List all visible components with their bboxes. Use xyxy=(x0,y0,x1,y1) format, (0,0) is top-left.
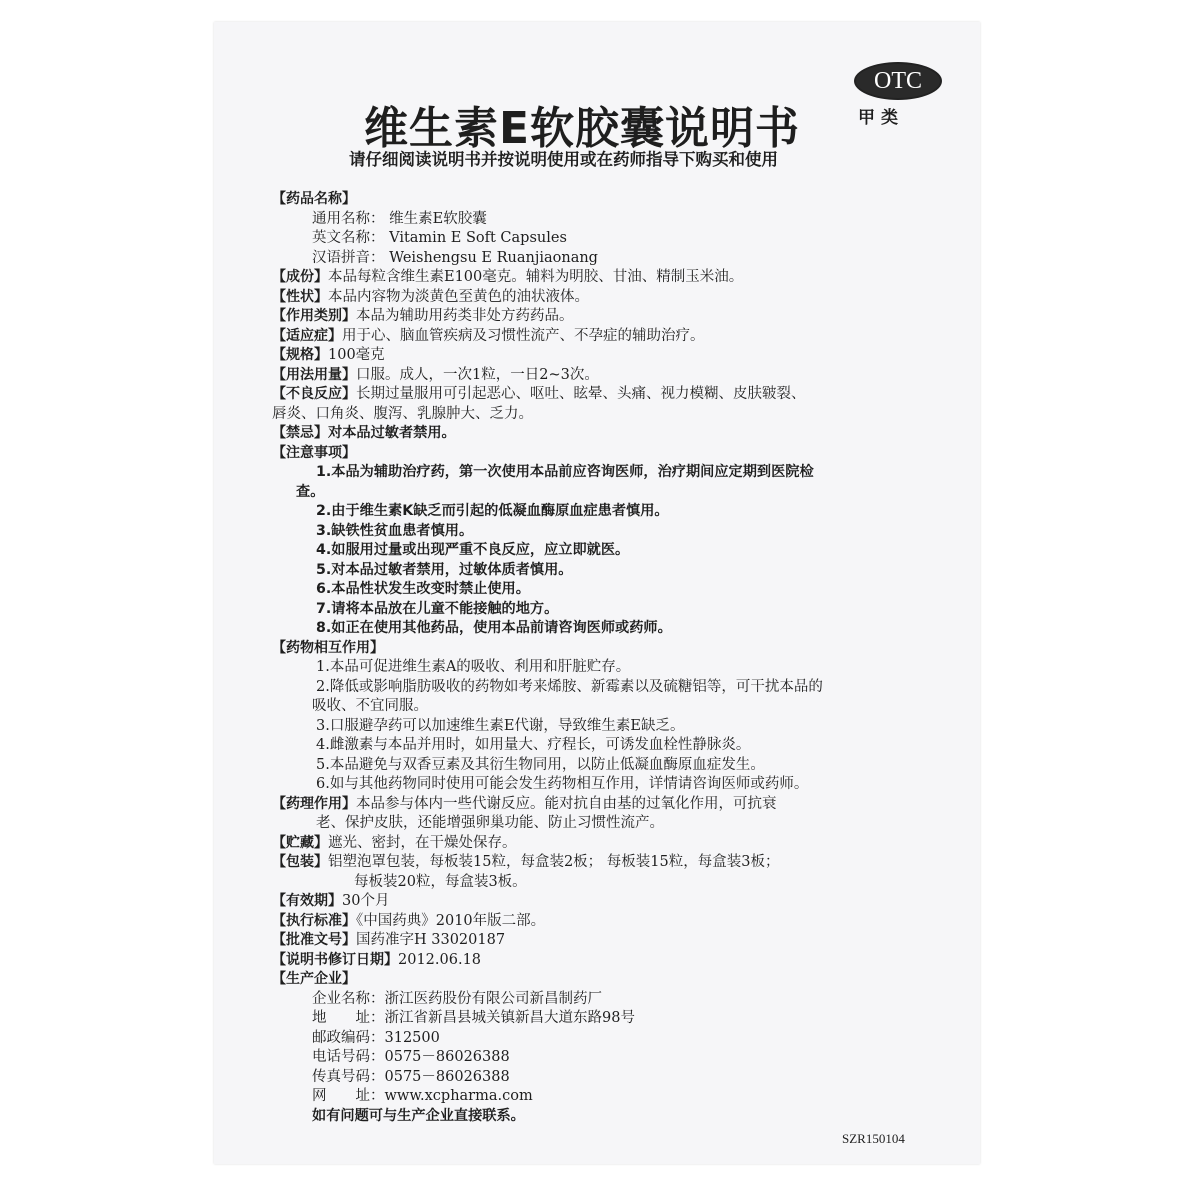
section-properties xyxy=(272,288,944,308)
otc-class-label: 甲类 xyxy=(858,108,904,128)
otc-badge: OTC xyxy=(854,62,942,100)
section-heading: 【注意事项】 xyxy=(272,444,356,461)
section-text: 口服。成人，一次1粒，一日2~3次。 xyxy=(356,366,599,383)
section-pharmacology xyxy=(272,795,944,815)
section-heading: 【作用类别】 xyxy=(272,308,356,324)
section-text: 本品参与体内一些代谢反应。能对抗自由基的过氧化作用，可抗衰 xyxy=(356,795,777,812)
precaution-item: 8.如正在使用其他药品，使用本品前请咨询医师或药师。 xyxy=(316,620,672,636)
section-heading: 【执行标准】 xyxy=(272,912,356,929)
precaution-item: 2.由于维生素K缺乏而引起的低凝血酶原血症患者慎用。 xyxy=(316,503,669,519)
section-heading: 【性状】 xyxy=(272,288,328,305)
section-heading: 【用法用量】 xyxy=(272,366,356,383)
document-subtitle: 请仔细阅读说明书并按说明使用或在药师指导下购买和使用 xyxy=(349,150,778,169)
pinyin-name: 汉语拼音： Weishengsu E Ruanjiaonang xyxy=(312,249,598,266)
section-package xyxy=(272,853,944,873)
interaction-item: 5.本品避免与双香豆素及其衍生物同用，以防止低凝血酶原血症发生。 xyxy=(316,756,765,773)
section-heading: 【生产企业】 xyxy=(272,971,356,987)
section-heading: 【不良反应】 xyxy=(272,386,356,402)
english-name: 英文名称： Vitamin E Soft Capsules xyxy=(312,230,567,246)
section-heading: 【有效期】 xyxy=(272,893,342,909)
manufacturer-postcode: 邮政编码：312500 xyxy=(312,1029,440,1046)
section-indications xyxy=(272,327,944,347)
section-text: 100毫克 xyxy=(328,347,385,363)
section-contraindications xyxy=(272,424,944,444)
pharmacology-continued: 老、保护皮肤，还能增强卵巢功能、防止习惯性流产。 xyxy=(316,815,664,831)
section-text: 本品为辅助用药类非处方药药品。 xyxy=(356,308,574,324)
precaution-item: 4.如服用过量或出现严重不良反应，应立即就医。 xyxy=(316,542,630,558)
interaction-item: 4.雌激素与本品并用时，如用量大、疗程长，可诱发血栓性静脉炎。 xyxy=(316,737,751,753)
interaction-item: 2.降低或影响脂肪吸收的药物如考来烯胺、新霉素以及硫糖铝等，可干扰本品的 xyxy=(316,678,823,695)
manufacturer-phone: 电话号码：0575－86026388 xyxy=(312,1049,510,1065)
leaflet-content xyxy=(272,190,944,1126)
precaution-item: 7.请将本品放在儿童不能接触的地方。 xyxy=(316,600,559,617)
section-heading: 【包装】 xyxy=(272,854,328,870)
manufacturer-contact-note: 如有问题可与生产企业直接联系。 xyxy=(312,1107,525,1124)
section-adverse xyxy=(272,385,944,405)
manufacturer-fax: 传真号码：0575－86026388 xyxy=(312,1068,510,1085)
section-heading: 【批准文号】 xyxy=(272,932,356,948)
section-standard xyxy=(272,912,944,932)
precaution-item: 1.本品为辅助治疗药，第一次使用本品前应咨询医师，治疗期间应定期到医院检 xyxy=(316,464,814,480)
section-heading: 【成份】 xyxy=(272,269,328,285)
section-interactions xyxy=(272,639,944,659)
section-heading: 【适应症】 xyxy=(272,327,342,344)
section-heading: 【药物相互作用】 xyxy=(272,639,384,656)
section-heading: 【贮藏】 xyxy=(272,834,328,851)
section-storage xyxy=(272,834,944,854)
section-text: 《中国药典》2010年版二部。 xyxy=(356,912,546,929)
section-text: 本品每粒含维生素E100毫克。辅料为明胶、甘油、精制玉米油。 xyxy=(328,269,744,285)
precaution-item: 5.对本品过敏者禁用，过敏体质者慎用。 xyxy=(316,561,573,578)
section-text: 用于心、脑血管疾病及习惯性流产、不孕症的辅助治疗。 xyxy=(342,327,705,344)
adverse-continued: 唇炎、口角炎、腹泻、乳腺肿大、乏力。 xyxy=(272,405,533,422)
section-category xyxy=(272,307,944,327)
section-manufacturer xyxy=(272,970,944,990)
section-text: 国药准字H 33020187 xyxy=(356,932,506,948)
manufacturer-website: 网 址：www.xcpharma.com xyxy=(312,1088,533,1104)
section-text: 2012.06.18 xyxy=(398,951,482,968)
section-heading: 【药理作用】 xyxy=(272,795,356,812)
section-precautions xyxy=(272,444,944,464)
package-continued: 每板装20粒，每盒装3板。 xyxy=(354,873,527,890)
interaction-item: 6.如与其他药物同时使用可能会发生药物相互作用，详情请咨询医师或药师。 xyxy=(316,776,809,792)
interaction-item: 3.口服避孕药可以加速维生素E代谢，导致维生素E缺乏。 xyxy=(316,717,685,734)
manufacturer-address: 地 址：浙江省新昌县城关镇新昌大道东路98号 xyxy=(312,1010,635,1026)
section-text: 本品内容物为淡黄色至黄色的油状液体。 xyxy=(328,288,589,305)
interaction-item: 吸收、不宜同服。 xyxy=(312,698,428,714)
section-dosage xyxy=(272,366,944,386)
section-ingredients xyxy=(272,268,944,288)
section-heading: 【药品名称】 xyxy=(272,191,356,207)
precaution-item: 3.缺铁性贫血患者慎用。 xyxy=(316,522,474,539)
manufacturer-company: 企业名称：浙江医药股份有限公司新昌制药厂 xyxy=(312,990,602,1007)
section-approval xyxy=(272,931,944,951)
common-name: 通用名称： 维生素E软胶囊 xyxy=(312,210,487,227)
document-title: 维生素E软胶囊说明书 xyxy=(364,103,801,154)
section-revision-date xyxy=(272,951,944,971)
section-drug-name xyxy=(272,190,944,210)
leaflet-code: SZR150104 xyxy=(842,1131,905,1146)
section-validity xyxy=(272,892,944,912)
section-text: 遮光、密封，在干燥处保存。 xyxy=(328,834,517,851)
section-text: 30个月 xyxy=(342,893,390,909)
section-heading: 【规格】 xyxy=(272,347,328,363)
section-text: 长期过量服用可引起恶心、呕吐、眩晕、头痛、视力模糊、皮肤皲裂、 xyxy=(356,386,806,402)
section-spec xyxy=(272,346,944,366)
section-text: 铝塑泡罩包装，每板装15粒，每盒装2板； 每板装15粒，每盒装3板； xyxy=(328,854,780,870)
section-heading: 【禁忌】 xyxy=(272,425,328,441)
precaution-item: 查。 xyxy=(296,483,325,500)
section-text: 对本品过敏者禁用。 xyxy=(328,425,456,441)
precaution-item: 6.本品性状发生改变时禁止使用。 xyxy=(316,581,530,597)
interaction-item: 1.本品可促进维生素A的吸收、利用和肝脏贮存。 xyxy=(316,659,631,675)
section-heading: 【说明书修订日期】 xyxy=(272,951,398,968)
